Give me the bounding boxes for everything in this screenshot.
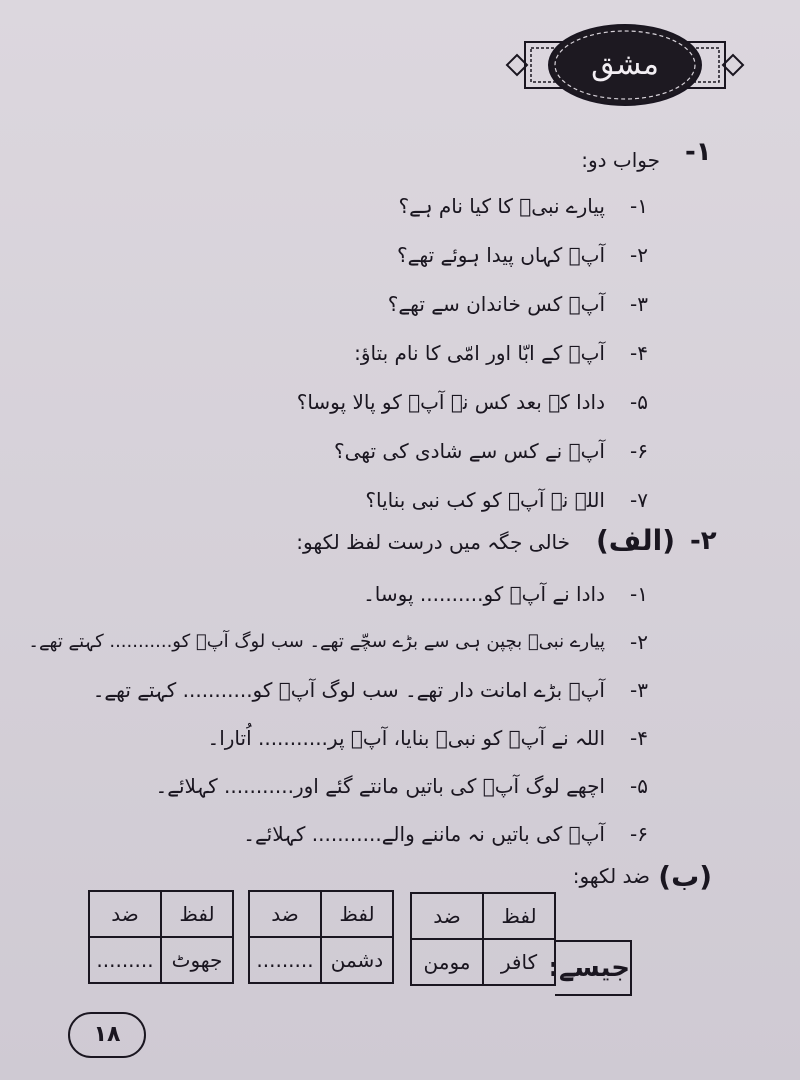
section-2a-label: (الف) — [595, 524, 675, 557]
question-5-text: دادا کے بعد کس نے آپؐ کو پالا پوسا؟ — [296, 390, 605, 414]
question-4-text: آپؐ کے ابّا اور امّی کا نام بتاؤ: — [354, 341, 605, 365]
page-number: ۱۸ — [68, 1012, 146, 1058]
blank-4-number: ۴- — [630, 726, 648, 750]
opposites-table-1 — [410, 892, 556, 986]
section-2-number: ۲- — [690, 526, 717, 556]
blank-5-text: اچھے لوگ آپؐ کی باتیں مانتے گئے اور........... کہلائے۔ — [155, 774, 605, 798]
question-3-number: ۳- — [630, 292, 648, 316]
blank-4-text: اللہ نے آپؐ کو نبیؐ بنایا، آپؐ پر........... اُتارا۔ — [207, 726, 605, 750]
example-opposite: مومن — [411, 939, 483, 985]
section-1-instruction: جواب دو: — [581, 148, 660, 172]
blank-3-number: ۳- — [630, 678, 648, 702]
question-4-number: ۴- — [630, 341, 648, 365]
blank-6-number: ۶- — [630, 822, 648, 846]
opposites-table-3 — [88, 890, 234, 984]
question-1-text: پیارے نبیؐ کا کیا نام ہے؟ — [398, 194, 605, 218]
question-6-number: ۶- — [630, 439, 648, 463]
blank-6-text: آپؐ کی باتیں نہ ماننے والے........... کہلائے۔ — [243, 822, 605, 846]
exercise-title: مشق — [591, 47, 659, 82]
header-word: لفظ — [483, 893, 555, 939]
example-label: جیسے: — [555, 940, 632, 996]
pair-2-word: دشمن — [321, 937, 393, 983]
question-3-text: آپؐ کس خاندان سے تھے؟ — [387, 292, 605, 316]
blank-5-number: ۵- — [630, 774, 648, 798]
pair-3-word: جھوٹ — [161, 937, 233, 983]
blank-3-text: آپؐ بڑے امانت دار تھے۔ سب لوگ آپؐ کو........... کہتے تھے۔ — [92, 678, 605, 702]
section-2a-instruction: خالی جگہ میں درست لفظ لکھو: — [296, 530, 570, 554]
header-opposite: ضد — [411, 893, 483, 939]
section-2b-label: (ب) — [658, 860, 712, 893]
pair-2-opposite[interactable]: ......... — [249, 937, 321, 983]
header-word: لفظ — [161, 891, 233, 937]
question-2-number: ۲- — [630, 243, 648, 267]
opposites-table-2 — [248, 890, 394, 984]
question-7-number: ۷- — [630, 488, 648, 512]
header-opposite: ضد — [89, 891, 161, 937]
blank-1-text: دادا نے آپؐ کو.......... پوسا۔ — [363, 582, 605, 606]
example-word: کافر — [483, 939, 555, 985]
header-opposite: ضد — [249, 891, 321, 937]
blank-2-text: پیارے نبیؐ بچپن ہی سے بڑے سچّے تھے۔ سب لوگ آپؐ کو........... کہتے تھے۔ — [28, 631, 605, 652]
section-1-number: ۱- — [685, 137, 712, 167]
pair-3-opposite[interactable]: ......... — [89, 937, 161, 983]
question-7-text: اللہ نے آپؐ کو کب نبی بنایا؟ — [365, 488, 605, 512]
blank-2-number: ۲- — [630, 630, 648, 654]
question-1-number: ۱- — [630, 194, 648, 218]
question-2-text: آپؐ کہاں پیدا ہوئے تھے؟ — [397, 243, 605, 267]
header-word: لفظ — [321, 891, 393, 937]
blank-1-number: ۱- — [630, 582, 648, 606]
section-2b-instruction: ضد لکھو: — [572, 864, 650, 888]
question-6-text: آپؐ نے کس سے شادی کی تھی؟ — [334, 439, 605, 463]
question-5-number: ۵- — [630, 390, 648, 414]
